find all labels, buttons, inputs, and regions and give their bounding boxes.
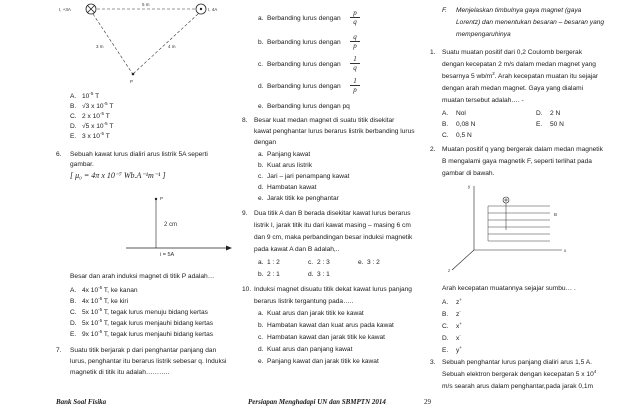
section-f-line-1: Menjelaskan timbulnya gaya magnet (gaya	[456, 7, 582, 14]
q8-option-b[interactable]: b. Kuat arus listrik	[258, 162, 313, 169]
q9-line-3: dan 9 cm, maka perbandingan besar induksi magnetik	[254, 234, 413, 241]
q10-line-1: Induksi magnet disuatu titik dekat kawat lurus panjang	[254, 286, 412, 293]
q1-line-2: dengan kecepatan 2 m/s dalam medan magnet yang	[442, 61, 596, 68]
label-b: B	[554, 212, 558, 217]
q6-option-c[interactable]: C. 5x $10^{-5}$ T, tegak lurus menuju bidang kertas	[70, 306, 208, 316]
section-f-letter: F.	[442, 7, 448, 14]
q1-option-b[interactable]: B. 0,08 N	[442, 121, 476, 128]
q7-option-a-fraction: $\frac{p}{q}$	[350, 9, 360, 26]
q1-line-4: dengan arah medan magnet. Gaya yang dialami	[442, 85, 584, 92]
field-lines	[488, 206, 550, 241]
q10-option-a[interactable]: a. Kuat arus dan jarak titik ke kawat	[258, 310, 364, 317]
q7-option-d-fraction: $\frac{1}{p}$	[350, 77, 360, 94]
q2-line-1: Muatan positif q yang bergerak dalam medan magnetik	[442, 146, 603, 153]
q10-option-e[interactable]: e. Panjang kawat dan jarak titik ke kawat	[258, 358, 379, 365]
q1-line-3: besarnya 5 $wb/m^2$. Arah kecepatan muatan itu sejajar	[442, 70, 599, 80]
straight-wire-diagram	[126, 192, 236, 258]
q8-option-a[interactable]: a. Panjang kawat	[258, 151, 311, 158]
q7-line-1: Suatu titik berjarak p dari penghantar panjang dan	[70, 347, 217, 354]
q6-option-d[interactable]: D. 5x $10^{-5}$ T, tegak lurus menjauhi bidang kertas	[70, 317, 214, 327]
wire-1-symbol	[86, 4, 96, 14]
q2-prompt: Arah kecepatan muatannya sejajar sumbu… .	[442, 285, 576, 292]
label-p: P	[160, 196, 164, 201]
label-q2: I, 4A	[208, 7, 218, 12]
q7-option-c-fraction: $\frac{1}{q}$	[350, 55, 360, 72]
q9-line-2: listrik I, jarak titik itu dari kawat masing – masing 6 cm	[254, 222, 411, 229]
q2-number: 2.	[430, 146, 436, 153]
q10-option-d[interactable]: d. Kuat arus dan panjang kawat	[258, 346, 353, 353]
q6-prompt: Besar dan arah induksi magnet di titik P adalah…	[70, 273, 215, 280]
label-right-distance: 4 m	[168, 44, 176, 49]
label-q1: I, +3A	[59, 7, 71, 12]
option-b[interactable]: B. √3 x $10^{-5}$ T	[70, 100, 114, 110]
q9-line-4: pada kawat A dan B adalah,..	[254, 246, 340, 253]
q6-formula: [ μ₀ = 4π x 10⁻⁷ Wb.A⁻¹m⁻¹ ]	[70, 171, 166, 180]
current-arrow-icon	[226, 246, 232, 251]
q7-line-2: lurus, penghantar itu berarus listrik sebesar q. Induksi	[70, 358, 227, 365]
q1-option-a[interactable]: A. Nol	[442, 110, 466, 117]
label-left-distance: 3 m	[96, 44, 104, 49]
q10-option-c[interactable]: c. Hambatan kawat dan jarak titik ke kawat	[258, 334, 386, 341]
distance-line-right	[134, 14, 198, 73]
option-d[interactable]: D. √5 x $10^{-5}$ T	[70, 120, 114, 130]
q3-line-1: Sebuah penghantar lurus panjang dialiri arus 1,5 A.	[442, 359, 592, 366]
q7-option-a[interactable]: a. Berbanding lurus dengan	[258, 15, 341, 22]
q9-option-e[interactable]: e. 3 : 2	[358, 259, 380, 266]
label-x: x	[564, 248, 567, 253]
q1-number: 1.	[430, 49, 436, 56]
q8-number: 8.	[242, 117, 248, 124]
q3-line-2: Sebuah elektron bergerak dengan kecepatan 5 x $10^4$	[442, 368, 597, 378]
q8-option-c[interactable]: c. Jari – jari penampang kawat	[258, 173, 350, 180]
q1-option-c[interactable]: C. 0,5 N	[442, 132, 472, 139]
label-top-distance: 5 m	[142, 2, 150, 7]
q1-line-1: Suatu muatan positif dari 0,2 Coulomb bergerak	[442, 49, 583, 56]
q9-option-b[interactable]: b. 2 : 1	[258, 271, 280, 278]
q9-line-1: Dua titik A dan B berada disekitar kawat lurus berarus	[254, 210, 411, 217]
q7-option-c[interactable]: c. Berbanding lurus dengan	[258, 61, 341, 68]
q7-number: 7.	[56, 347, 62, 354]
section-f-line-2: Lorentz) dan menentukan besaran – besaran yang	[456, 19, 605, 26]
q7-line-3: magnetik di titik itu adalah………..	[70, 369, 170, 376]
footer-center: Persiapan Menghadapi UN dan SBMPTN 2014	[248, 398, 386, 406]
q7-option-d[interactable]: d. Berbanding lurus dengan	[258, 83, 341, 90]
q2-line-3: gambar di bawah.	[442, 170, 495, 177]
q9-option-c[interactable]: c. 2 : 3	[308, 259, 330, 266]
label-point-p: P	[130, 79, 134, 84]
q6-number: 6.	[56, 151, 62, 158]
q1-option-d[interactable]: D. 2 N	[536, 110, 561, 117]
point-p-marker	[155, 198, 157, 200]
label-distance: 2 cm	[164, 222, 178, 228]
q8-line-1: Besar kuat medan magnet di suatu titik disekitar	[254, 117, 395, 124]
section-f-line-3: mempengaruhinya	[456, 31, 511, 38]
q10-line-2: berarus listrik tergantung pada…..	[254, 298, 354, 305]
q3-number: 3.	[430, 359, 436, 366]
q9-option-a[interactable]: a. 1 : 2	[258, 259, 280, 266]
q8-option-d[interactable]: d. Hambatan kawat	[258, 184, 317, 191]
two-wire-diagram	[56, 0, 236, 86]
wire-2-symbol	[196, 4, 206, 14]
q9-option-d[interactable]: d. 3 : 1	[308, 271, 330, 278]
q7-option-e[interactable]: e. Berbanding lurus dengan pq	[258, 103, 350, 110]
q2-line-2: B mengalami gaya magnetik F, seperti terlihat pada	[442, 158, 592, 165]
q6-option-e[interactable]: E. 9x $10^{-5}$ T, tegak lurus menjauhi bidang kertas	[70, 328, 214, 338]
q10-number: 10.	[242, 286, 252, 293]
q9-number: 9.	[242, 210, 248, 217]
q7-option-b[interactable]: b. Berbanding lurus dengan	[258, 39, 341, 46]
q6-line-2: gambar.	[70, 161, 94, 168]
page-number: 29	[424, 398, 431, 406]
label-z: z	[448, 268, 451, 273]
q2-option-e[interactable]: E. y+	[442, 344, 462, 354]
q10-option-b[interactable]: b. Hambatan kawat dan kuat arus pada kawat	[258, 322, 394, 329]
label-y: y	[468, 184, 471, 189]
option-e[interactable]: E. 3 x $10^{-5}$ T	[70, 130, 110, 140]
q6-line-1: Sebuah kawat lurus dialiri arus listrik 5A seperti	[70, 151, 208, 158]
q2-option-c[interactable]: C. x+	[442, 320, 462, 330]
q6-option-b[interactable]: B. 4x $10^{-5}$ T, ke kiri	[70, 295, 129, 305]
q1-option-e[interactable]: E. 50 N	[536, 121, 564, 128]
q8-option-e[interactable]: e. Jarak titik ke penghantar	[258, 195, 339, 202]
q7-option-b-fraction: $\frac{q}{p}$	[350, 33, 360, 50]
point-p	[132, 73, 135, 76]
q3-line-3: m/s searah arus dalam penghantar,pada jarak 0,1m	[442, 383, 594, 390]
option-a[interactable]: A. $10^{-5}$ T	[70, 90, 100, 100]
charge-symbol-icon	[503, 197, 509, 203]
option-c[interactable]: C. 2 x $10^{-5}$ T	[70, 110, 110, 120]
q2-option-a[interactable]: A. z+	[442, 296, 462, 306]
q2-option-b[interactable]: B. z-	[442, 308, 461, 318]
footer-left: Bank Soal Fisika	[56, 398, 107, 406]
q2-option-d[interactable]: D. x-	[442, 332, 461, 342]
z-axis	[452, 250, 474, 270]
q6-option-a[interactable]: A. 4x $10^{-5}$ T, ke kanan	[70, 284, 138, 294]
label-current: i = 5A	[160, 252, 175, 258]
q8-line-2: kawat penghantar lurus berarus listrik berbanding lurus	[254, 128, 415, 135]
lorentz-force-diagram	[444, 180, 574, 276]
q1-line-5: muatan tersebut adalah…. -	[442, 97, 524, 104]
q8-line-3: dengan	[254, 139, 277, 146]
